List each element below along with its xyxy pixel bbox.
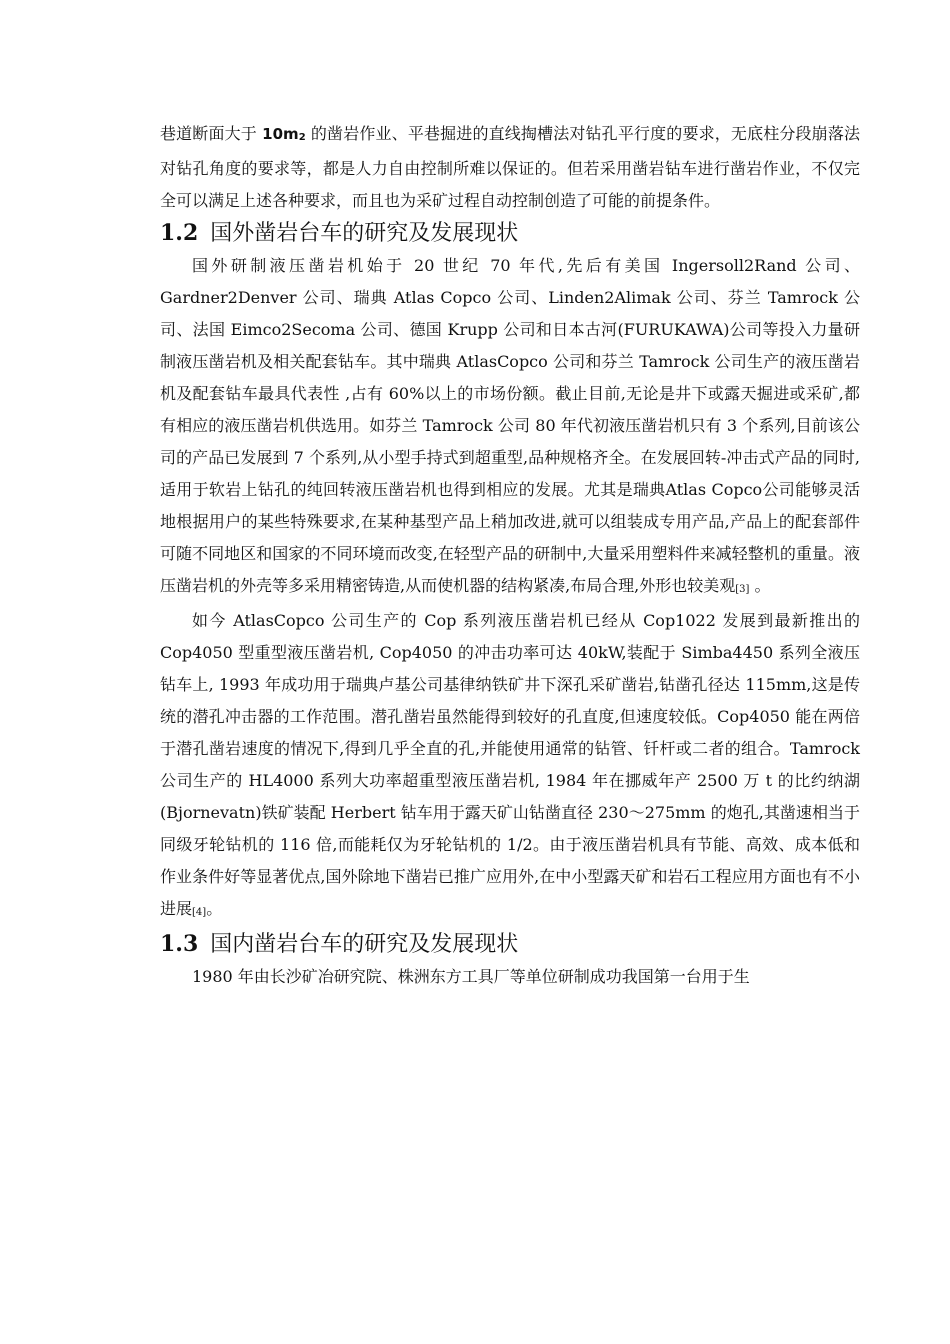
foreign-paragraph-2: [160, 605, 860, 928]
paragraph-tail: 。: [749, 576, 771, 595]
page-content: [160, 118, 860, 993]
foreign-paragraph-1: [160, 250, 860, 605]
domestic-paragraph-1: [160, 961, 860, 993]
intro-text-post: 的凿岩作业、平巷掘进的直线掏槽法对钻孔平行度的要求，无底柱分段崩落法对钻孔角度的要求等，都是人力自由控制所难以保证的。但若采用凿岩钻车进行凿岩作业，不仅完全可以满足上述各种要求，而且也为采矿过程自动控制创造了可能的前提条件。: [160, 124, 860, 210]
paragraph-text: 国外研制液压凿岩机始于 20 世纪 70 年代,先后有美国 Ingersoll2Rand 公司、Gardner2Denver 公司、瑞典 Atlas Copco 公司、Linden2Alimak 公司、芬兰 Tamrock 公司、法国 Eimco2Secoma 公司、德国 Krupp 公司和日本古河(FURUKAWA)公司等投入力量研制液压凿岩机及相关配套钻车。其中瑞典 AtlasCopco 公司和芬兰 Tamrock 公司生产的液压凿岩机及配套钻车最具代表性 ,占有 60%以上的市场份额。截止目前,无论是井下或露天掘进或采矿,都有相应的液压凿岩机供选用。如芬兰 Tamrock 公司 80 年代初液压凿岩机只有 3 个系列,目前该公司的产品已发展到 7 个系列,从小型手持式到超重型,品种规格齐全。在发展回转-冲击式产品的同时,适用于软岩上钻孔的纯回转液压凿岩机也得到相应的发展。尤其是瑞典Atlas Copco公司能够灵活地根据用户的某些特殊要求,在某种基型产品上稍加改进,就可以组装成专用产品,产品上的配套部件可随不同地区和国家的不同环境而改变,在轻型产品的研制中,大量采用塑料件来减轻整机的重量。液压凿岩机的外壳等多采用精密铸造,从而使机器的结构紧凑,布局合理,外形也较美观: [160, 256, 860, 595]
paragraph-tail: 。: [206, 899, 223, 918]
intro-text-pre: 巷道断面大于: [160, 124, 263, 143]
paragraph-text: 如今 AtlasCopco 公司生产的 Cop 系列液压凿岩机已经从 Cop1022 发展到最新推出的 Cop4050 型重型液压凿岩机, Cop4050 的冲击功率可达 40kW,装配于 Simba4450 系列全液压钻车上, 1993 年成功用于瑞典卢基公司基律纳铁矿井下深孔采矿凿岩,钻凿孔径达 115mm,这是传统的潜孔冲击器的工作范围。潜孔凿岩虽然能得到较好的孔直度,但速度较低。Cop4050 能在两倍于潜孔凿岩速度的情况下,得到几乎全直的孔,并能使用通常的钻管、钎杆或二者的组合。Tamrock 公司生产的 HL4000 系列大功率超重型液压凿岩机, 1984 年在挪威年产 2500 万 t 的比约纳湖(Bjornevatn)铁矿装配 Herbert 钻车用于露天矿山钻凿直径 230～275mm 的炮孔,其凿速相当于同级牙轮钻机的 116 倍,而能耗仅为牙轮钻机的 1/2。由于液压凿岩机具有节能、高效、成本低和作业条件好等显著优点,国外除地下凿岩已推广应用外,在中小型露天矿和岩石工程应用方面也有不小进展: [160, 611, 860, 918]
section-number: 1.2: [160, 220, 199, 246]
paragraph-text: 1980 年由长沙矿冶研究院、株洲东方工具厂等单位研制成功我国第一台用于生: [192, 967, 750, 986]
area-exponent: 2: [298, 132, 306, 143]
section-heading-1-2: [160, 217, 860, 250]
citation-ref: [3]: [735, 584, 750, 595]
intro-paragraph: [160, 118, 860, 217]
area-value: 10m: [262, 125, 299, 143]
section-heading-1-3: [160, 928, 860, 961]
section-number: 1.3: [160, 931, 199, 957]
section-title: 国内凿岩台车的研究及发展现状: [210, 932, 519, 957]
citation-ref: [4]: [192, 907, 207, 918]
section-title: 国外凿岩台车的研究及发展现状: [210, 221, 519, 246]
